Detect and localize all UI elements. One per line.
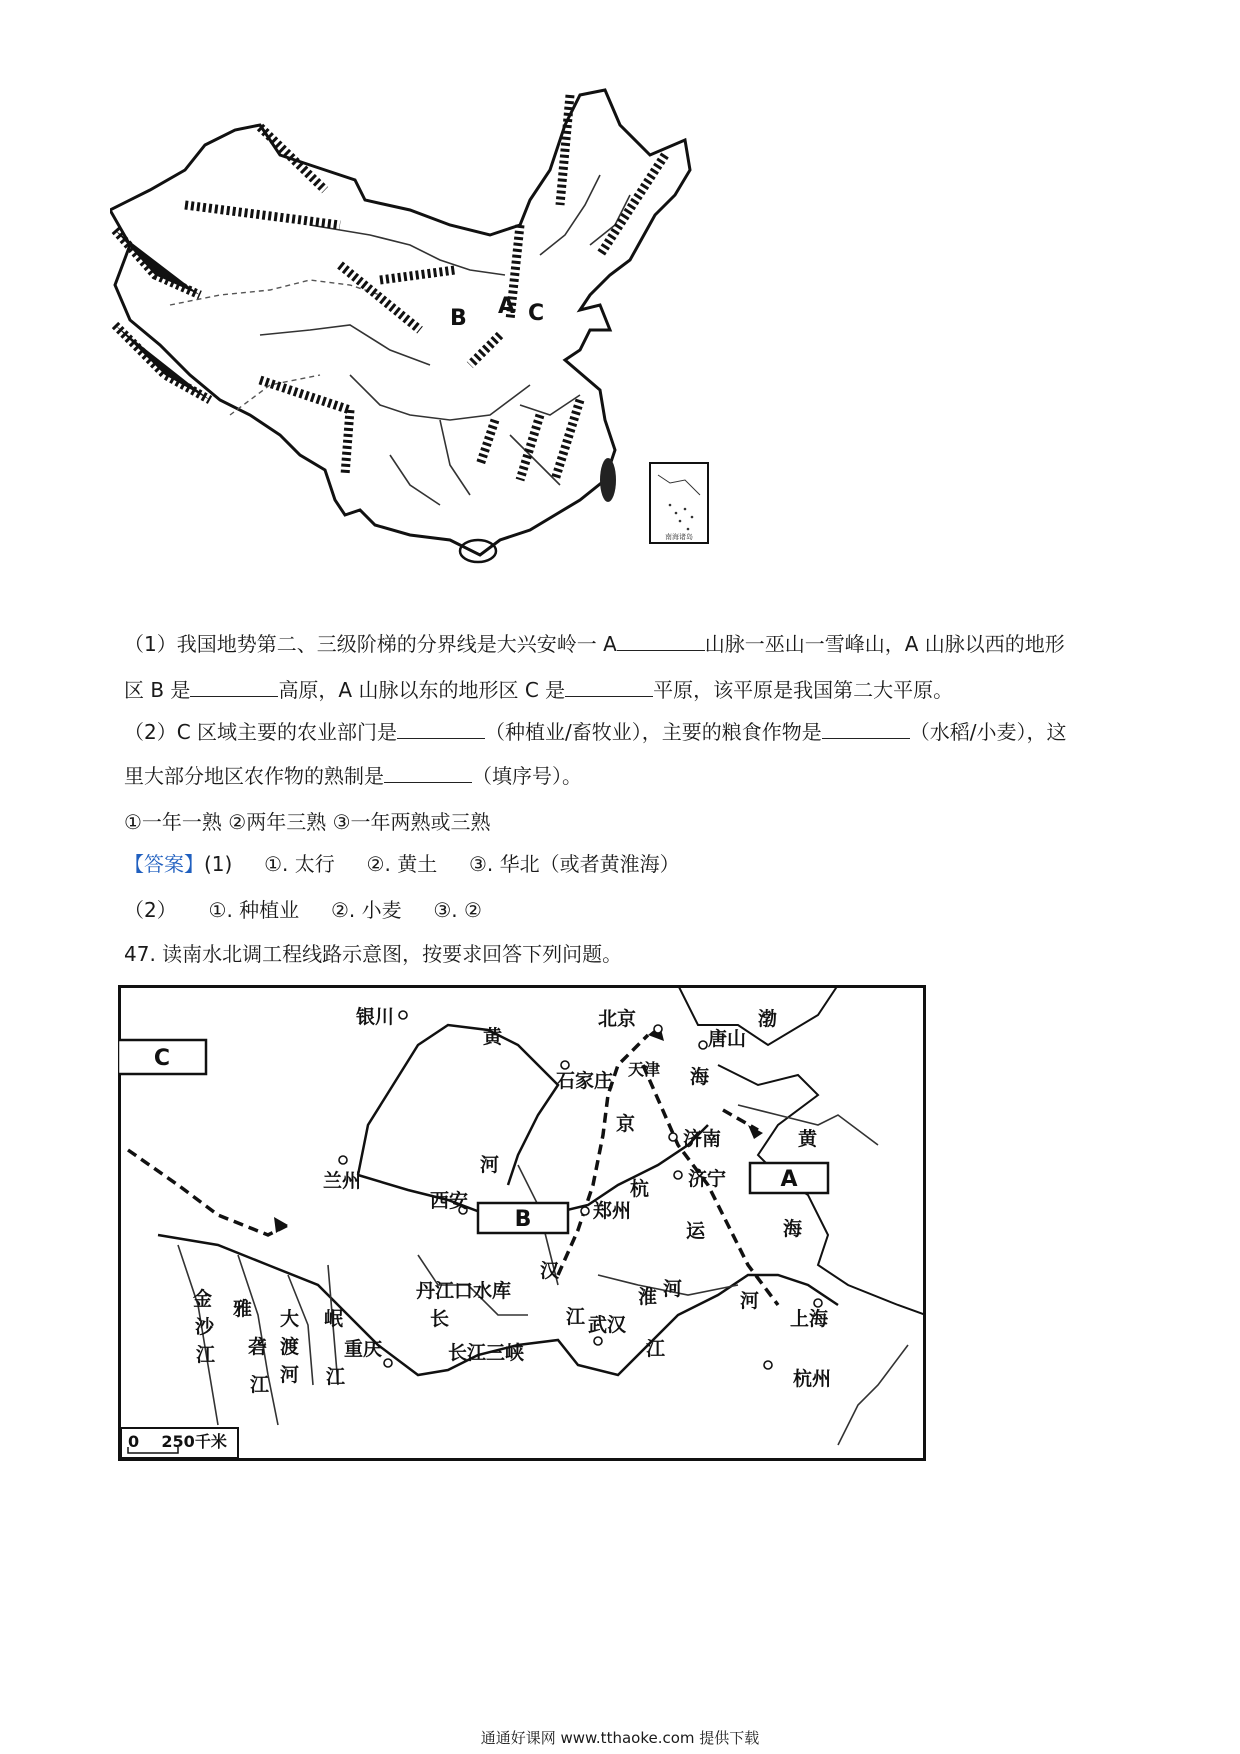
blank[interactable] [822,720,910,739]
blank[interactable] [384,764,472,783]
label-c: C [528,301,545,326]
city-beijing: 北京 [598,1008,637,1030]
inset-caption: 南海诸岛 [665,533,693,541]
label-yalong-2: 砻 [248,1336,268,1358]
label-bo: 渤 [758,1008,778,1030]
blank[interactable] [617,632,705,651]
q46-answer-line1: 【答案】(1) ①. 太行 ②. 黄土 ③. 华北（或者黄淮海） [124,852,680,876]
label-yalong-1: 雅 [233,1298,253,1320]
city-chongqing: 重庆 [344,1338,383,1360]
city-jinan: 济南 [683,1128,722,1150]
label-huai-1: 淮 [638,1286,658,1308]
label-hai-1: 海 [690,1066,710,1088]
label-chang-2: 江 [646,1338,666,1360]
box-a: A [780,1167,798,1192]
city-shanghai: 上海 [790,1308,829,1330]
label-yun: 运 [686,1220,706,1242]
q46-part1-line2: 区 B 是 高原，A 山脉以东的地形区 C 是 平原，该平原是我国第二大平原。 [124,678,954,702]
label-danjiangkou: 丹江口水库 [416,1280,512,1302]
city-lanzhou: 兰州 [323,1170,362,1192]
city-zhengzhou: 郑州 [593,1200,632,1222]
city-tianjin: 天津 [628,1060,661,1079]
page-footer: 通通好课网 www.tthaoke.com 提供下载 [480,1729,760,1747]
city-hangzhou: 杭州 [793,1368,832,1390]
blank[interactable] [565,678,653,697]
box-b: B [514,1207,532,1232]
label-chang-1: 长 [430,1308,450,1330]
label-han-2: 江 [566,1306,586,1328]
city-xian: 西安 [430,1190,469,1212]
box-c: C [153,1046,171,1071]
label-dadu-3: 河 [280,1364,300,1386]
label-huang-sea: 黄 [798,1128,818,1150]
blank[interactable] [397,720,485,739]
label-dadu-1: 大 [280,1308,300,1330]
label-he-canal: 河 [740,1290,760,1312]
label-huai-2: 河 [663,1278,683,1300]
label-hai-2: 海 [783,1218,803,1240]
label-b: B [450,306,467,331]
label-jing: 京 [616,1113,636,1135]
label-jinsha-2: 沙 [195,1316,215,1338]
city-wuhan: 武汉 [588,1314,627,1336]
label-jinsha-3: 江 [196,1344,216,1366]
label-han-1: 汉 [540,1260,560,1282]
q46-options: ①一年一熟 ②两年三熟 ③一年两熟或三熟 [124,810,491,834]
city-tangshan: 唐山 [708,1028,747,1050]
label-hang: 杭 [630,1178,650,1200]
city-yinchuan: 银川 [356,1006,395,1028]
label-huanghe-2: 河 [480,1154,500,1176]
label-yalong-3: 江 [250,1374,270,1396]
china-terrain-map [110,85,800,645]
label-dadu-2: 渡 [280,1336,300,1358]
label-a: A [498,294,516,319]
blank[interactable] [190,678,278,697]
answer-tag: 【答案】 [124,852,204,876]
label-huanghe-1: 黄 [483,1026,503,1048]
scale-bar: 0 250千米 [128,1432,227,1451]
city-jining: 济宁 [688,1168,727,1190]
label-min-1: 岷 [324,1308,344,1330]
q46-part2-line1: （2）C 区域主要的农业部门是 （种植业/畜牧业），主要的粮食作物是 （水稻/小麦），这 [124,720,1067,744]
city-shijiazhuang: 石家庄 [556,1070,614,1092]
q46-part2-line2: 里大部分地区农作物的熟制是 （填序号）。 [124,764,582,788]
q46-answer-line2: （2） ①. 种植业 ②. 小麦 ③. ② [124,898,482,922]
label-three-gorges: 长江三峡 [448,1342,525,1364]
label-min-2: 江 [326,1366,346,1388]
q46-part1-line1: （1）我国地势第二、三级阶梯的分界线是大兴安岭一 A 山脉一巫山一雪峰山，A 山脉以西的地形 [124,632,1065,656]
water-diversion-map [118,985,926,1461]
q47-stem: 47. 读南水北调工程线路示意图，按要求回答下列问题。 [124,942,623,966]
label-jinsha-1: 金 [193,1288,213,1310]
